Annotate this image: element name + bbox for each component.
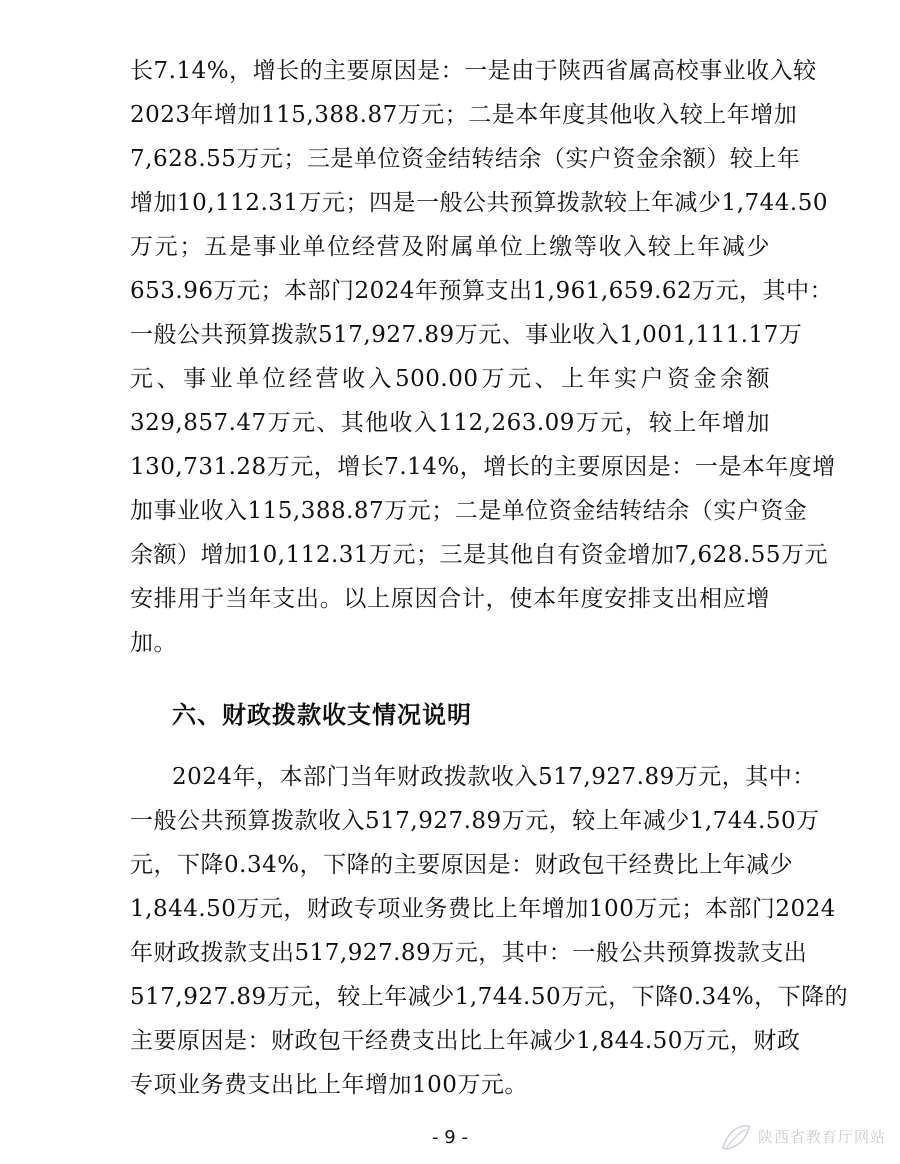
site-watermark — [720, 1120, 890, 1156]
paragraph-line: 一般公共预算拨款收入517,927.89万元，较上年减少1,744.50万 — [130, 808, 820, 834]
paragraph-line: 一般公共预算拨款517,927.89万元、事业收入1,001,111.17万 — [130, 322, 803, 348]
paragraph-line: 2023年增加115,388.87万元；二是本年度其他收入较上年增加 — [130, 102, 798, 128]
paragraph-line: 517,927.89万元，较上年减少1,744.50万元，下降0.34%，下降的 — [130, 984, 849, 1010]
paragraph-line: 万元；五是事业单位经营及附属单位上缴等收入较上年减少 — [130, 234, 770, 260]
paragraph-line: 加。 — [130, 630, 177, 656]
leaf-logo-icon — [720, 1122, 752, 1152]
paragraph-line: 元，下降0.34%，下降的主要原因是：财政包干经费比上年减少 — [130, 852, 794, 878]
paragraph-line: 加事业收入115,388.87万元；二是单位资金结转结余（实户资金 — [130, 498, 808, 524]
page-number: - 9 - — [432, 1127, 468, 1148]
section-heading: 六、财政拨款收支情况说明 — [172, 701, 472, 729]
paragraph-line: 安排用于当年支出。以上原因合计，使本年度安排支出相应增 — [130, 586, 770, 612]
paragraph-line: 专项业务费支出比上年增加100万元。 — [130, 1072, 528, 1098]
paragraph-line: 年财政拨款支出517,927.89万元，其中：一般公共预算拨款支出 — [130, 940, 808, 966]
paragraph-line: 653.96万元；本部门2024年预算支出1,961,659.62万元，其中： — [130, 278, 834, 304]
paragraph-line: 2024年，本部门当年财政拨款收入517,927.89万元，其中： — [172, 764, 816, 790]
paragraph-line: 1,844.50万元，财政专项业务费比上年增加100万元；本部门2024 — [130, 896, 836, 922]
paragraph-line: 元、事业单位经营收入500.00万元、上年实户资金余额 — [130, 366, 770, 392]
paragraph-line: 329,857.47万元、其他收入112,263.09万元，较上年增加 — [130, 410, 770, 436]
paragraph-line: 长7.14%，增长的主要原因是：一是由于陕西省属高校事业收入较 — [130, 58, 817, 84]
paragraph-line: 7,628.55万元；三是单位资金结转结余（实户资金余额）较上年 — [130, 146, 801, 172]
paragraph-line: 增加10,112.31万元；四是一般公共预算拨款较上年减少1,744.50 — [130, 190, 828, 216]
paragraph-line: 余额）增加10,112.31万元；三是其他自有资金增加7,628.55万元 — [130, 542, 828, 568]
paragraph-line: 130,731.28万元，增长7.14%，增长的主要原因是：一是本年度增 — [130, 454, 836, 480]
paragraph-line: 主要原因是：财政包干经费支出比上年减少1,844.50万元，财政 — [130, 1028, 801, 1054]
watermark-text: 陕西省教育厅网站 — [758, 1128, 887, 1146]
